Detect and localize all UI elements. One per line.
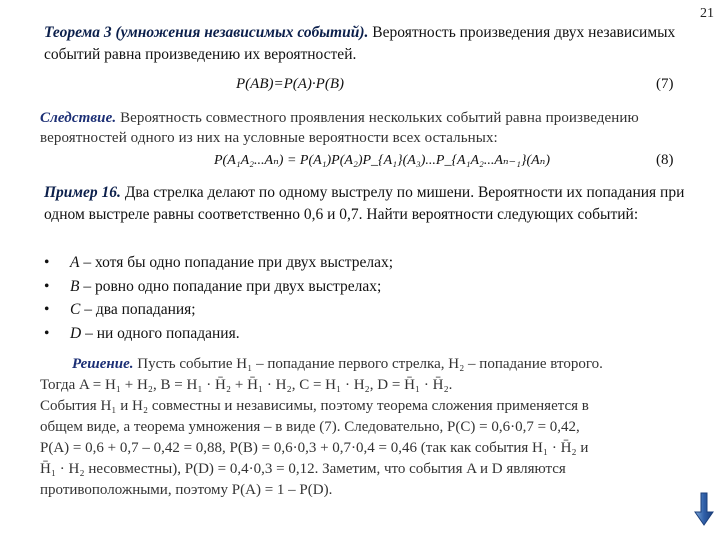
bullet-icon: • xyxy=(44,324,50,342)
event-variable: C xyxy=(70,301,81,318)
event-description: – хотя бы одно попадание при двух выстрелах; xyxy=(79,254,394,271)
down-arrow-icon[interactable] xyxy=(694,492,714,526)
slide-number: 21 xyxy=(700,6,714,21)
example-title: Пример 16. xyxy=(44,184,121,201)
solution-title: Решение. xyxy=(72,356,134,372)
solution-intro: Пусть событие H₁ – попадание первого стрелка, H₂ – попадание второго. xyxy=(133,356,603,372)
theorem-paragraph xyxy=(44,22,684,66)
event-description: – ни одного попадания. xyxy=(81,324,240,342)
corollary-paragraph xyxy=(40,108,680,148)
theorem-text: Вероятность произведения двух независимых событий равна произведению их вероятностей. xyxy=(44,24,676,63)
example-text: Два стрелка делают по одному выстрелу по мишени. Вероятности их попадания при одном выстреле равны соответственно 0,6 и 0,7. Найти вероятности следующих событий: xyxy=(44,184,685,223)
list-item xyxy=(44,322,393,346)
solution-line: Тогда A = H₁ + H₂, B = H₁ · H̄₂ + H̄₁ · H₂, C = H₁ · H₂, D = H̄₁ · H̄₂. xyxy=(40,377,453,393)
bullet-icon: • xyxy=(44,277,50,295)
equation-number-8: (8) xyxy=(656,152,674,168)
list-item xyxy=(44,275,393,299)
corollary-title: Следствие. xyxy=(40,110,117,126)
events-list xyxy=(44,251,393,345)
event-variable: A xyxy=(70,254,80,271)
bullet-icon: • xyxy=(44,301,50,318)
event-variable: B xyxy=(70,277,80,295)
formula-8: P(A₁A₂...Aₙ) = P(A₁)P(A₂)P_{A₁}(A₃)...P_{A₁A₂...Aₙ₋₁}(Aₙ) xyxy=(214,153,551,168)
corollary-text: Вероятность совместного проявления нескольких событий равна произведению вероятностей одного из них на условные вероятности всех остальных: xyxy=(40,110,639,146)
solution-line: общем виде, а теорема умножения – в виде (7). Следовательно, P(C) = 0,6·0,7 = 0,42, xyxy=(40,419,580,435)
solution-paragraph xyxy=(40,354,670,501)
formula-7: P(AB)=P(A)·P(B) xyxy=(236,76,344,92)
event-description: – ровно одно попадание при двух выстрелах; xyxy=(79,277,382,295)
theorem-title: Теорема 3 (умножения независимых событий). xyxy=(44,24,369,41)
event-description: – два попадания; xyxy=(80,301,196,318)
list-item xyxy=(44,251,393,275)
solution-line: противоположными, поэтому P(A) = 1 – P(D). xyxy=(40,482,333,498)
solution-line: События H₁ и H₂ совместны и независимы, поэтому теорема сложения применяется в xyxy=(40,398,589,414)
solution-line: H̄₁ · H₂ несовместны), P(D) = 0,4·0,3 = 0,12. Заметим, что события A и D являются xyxy=(40,461,566,477)
solution-line: P(A) = 0,6 + 0,7 – 0,42 = 0,88, P(B) = 0,6·0,3 + 0,7·0,4 = 0,46 (так как события H₁ · H̄₂ и xyxy=(40,440,589,456)
bullet-icon: • xyxy=(44,254,50,271)
event-variable: D xyxy=(70,324,82,342)
list-item xyxy=(44,298,393,322)
equation-number-7: (7) xyxy=(656,76,674,92)
example-paragraph xyxy=(44,182,689,226)
